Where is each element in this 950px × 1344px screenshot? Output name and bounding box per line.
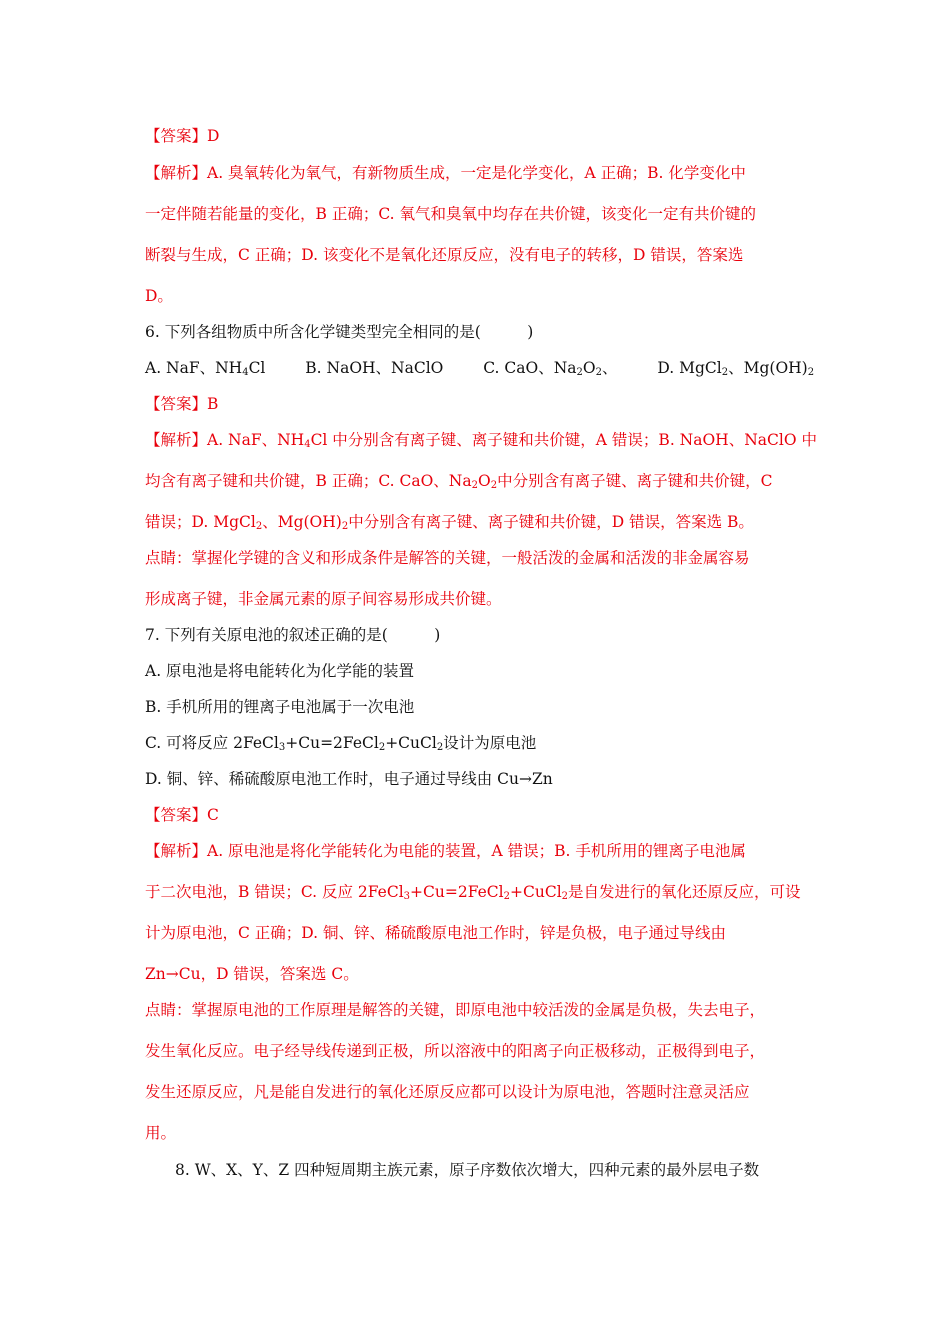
q7-stem: 7. 下列有关原电池的叙述正确的是( ) — [145, 626, 441, 644]
q5-analysis-line-4: D。 — [145, 287, 173, 305]
q6-option-a: A. NaF、$NH_4Cl$ — [145, 359, 266, 378]
q7-tip-line-3: 发生还原反应，凡是能自发进行的氧化还原反应都可以设计为原电池，答题时注意灵活应 — [145, 1083, 750, 1101]
q6-analysis-line-3: 错误；D. MgCl$_2$、$Mg(OH)_2$中分别含有离子键、离子键和共价键，D 错误，答案选 B。 — [145, 513, 754, 532]
q6-option-d: D. MgCl$_2$、$Mg(OH)_2$ — [657, 359, 815, 378]
q5-answer: 【答案】D — [145, 127, 220, 145]
q6-tip-line-2: 形成离子键，非金属元素的原子间容易形成共价键。 — [145, 590, 502, 608]
q5-analysis-line-2: 一定伴随若能量的变化，B 正确；C. 氧气和臭氧中均存在共价键，该变化一定有共价键的 — [145, 205, 756, 223]
q7-analysis-line-2: 于二次电池，B 错误；C. 反应 2FeCl$_3$+Cu=2FeCl$_2$+CuCl$_2$是自发进行的氧化还原反应，可设 — [145, 883, 801, 902]
q7-option-d: D. 铜、锌、稀硫酸原电池工作时，电子通过导线由 Cu→Zn — [145, 770, 553, 788]
q7-option-c: C. 可将反应 2FeCl$_3$+Cu=2FeCl$_2$+CuCl$_2$设计为原电池 — [145, 734, 537, 753]
q6-analysis-line-1: 【解析】A. NaF、$NH_4Cl$ 中分别含有离子键、离子键和共价键，A 错误；B. NaOH、NaClO 中 — [145, 431, 817, 450]
q6-options — [145, 357, 814, 379]
q7-tip-line-4: 用。 — [145, 1124, 177, 1142]
q5-analysis-line-3: 断裂与生成，C 正确；D. 该变化不是氧化还原反应，没有电子的转移，D 错误，答案选 — [145, 246, 744, 264]
q6-option-b: B. NaOH、NaClO — [305, 359, 444, 377]
q7-answer: 【答案】C — [145, 806, 219, 824]
q7-option-b: B. 手机所用的锂离子电池属于一次电池 — [145, 698, 415, 716]
q6-option-c: C. CaO、$Na_2O_2$、 — [483, 359, 618, 378]
q7-option-a: A. 原电池是将电能转化为化学能的装置 — [145, 662, 415, 680]
q7-tip-line-1: 点睛：掌握原电池的工作原理是解答的关键，即原电池中较活泼的金属是负极，失去电子， — [145, 1001, 766, 1019]
q7-tip-line-2: 发生氧化反应。电子经导线传递到正极，所以溶液中的阳离子向正极移动，正极得到电子， — [145, 1042, 766, 1060]
q7-analysis-line-1: 【解析】A. 原电池是将化学能转化为电能的装置，A 错误；B. 手机所用的锂离子电池属 — [145, 842, 746, 860]
q6-tip-line-1: 点睛：掌握化学键的含义和形成条件是解答的关键，一般活泼的金属和活泼的非金属容易 — [145, 549, 750, 567]
q7-analysis-line-4: Zn→Cu，D 错误，答案选 C。 — [145, 965, 359, 983]
q5-analysis-line-1: 【解析】A. 臭氧转化为氧气，有新物质生成，一定是化学变化，A 正确；B. 化学变化中 — [145, 164, 746, 182]
q6-answer: 【答案】B — [145, 395, 219, 413]
q6-stem: 6. 下列各组物质中所含化学键类型完全相同的是( ) — [145, 323, 534, 341]
q6-analysis-line-2: 均含有离子键和共价键，B 正确；C. CaO、$Na_2O_2$中分别含有离子键、离子键和共价键，C — [145, 472, 773, 491]
q8-stem: 8. W、X、Y、Z 四种短周期主族元素，原子序数依次增大，四种元素的最外层电子数 — [175, 1161, 760, 1179]
q7-analysis-line-3: 计为原电池，C 正确；D. 铜、锌、稀硫酸原电池工作时，锌是负极，电子通过导线由 — [145, 924, 727, 942]
